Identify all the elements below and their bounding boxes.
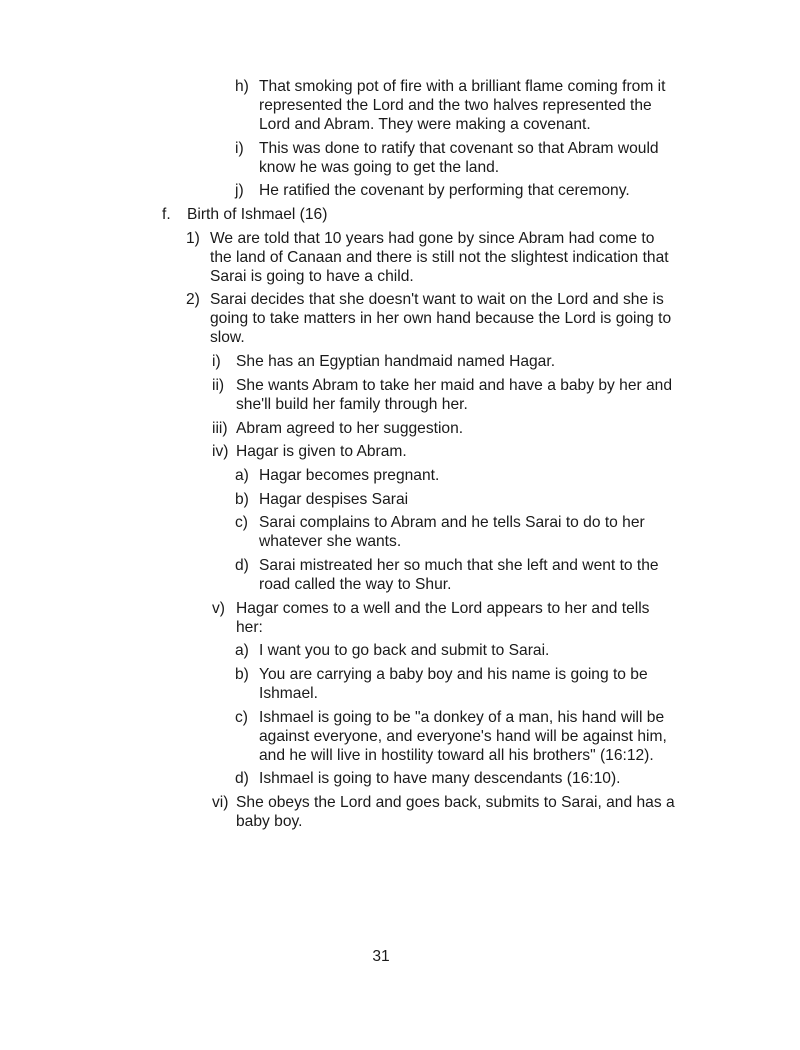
item-label: c) bbox=[235, 514, 248, 532]
outline-item bbox=[0, 77, 800, 134]
text-line: against everyone, and everyone's hand will be against him, bbox=[259, 727, 667, 745]
text-line: She wants Abram to take her maid and have a baby by her and bbox=[236, 376, 673, 394]
outline-item bbox=[0, 290, 800, 347]
item-text bbox=[259, 181, 800, 200]
item-label: vi) bbox=[212, 794, 229, 812]
item-text bbox=[210, 290, 800, 347]
item-text bbox=[236, 352, 800, 371]
item-label: iv) bbox=[212, 443, 229, 461]
outline-item bbox=[0, 352, 800, 371]
outline-item bbox=[0, 181, 800, 200]
text-line: She has an Egyptian handmaid named Hagar. bbox=[236, 353, 556, 371]
outline-item bbox=[0, 442, 800, 461]
text-line: You are carrying a baby boy and his name is going to be bbox=[259, 666, 648, 683]
outline-item bbox=[0, 376, 800, 414]
text-line: Hagar comes to a well and the Lord appears to her and tells bbox=[236, 599, 650, 617]
item-text bbox=[259, 769, 800, 788]
outline-item bbox=[0, 419, 800, 438]
item-text bbox=[187, 205, 800, 224]
text-line: represented the Lord and the two halves represented the bbox=[259, 97, 652, 114]
text-line: her: bbox=[236, 618, 263, 636]
text-line: Hagar is given to Abram. bbox=[236, 443, 407, 461]
text-line: Ishmael. bbox=[259, 685, 318, 702]
item-text bbox=[236, 793, 800, 831]
outline-item bbox=[0, 641, 800, 660]
text-line: baby boy. bbox=[236, 813, 303, 831]
outline-item bbox=[0, 513, 800, 551]
text-line: Abram agreed to her suggestion. bbox=[236, 419, 464, 437]
outline-item bbox=[0, 205, 800, 224]
text-line: going to take matters in her own hand because the Lord is going to bbox=[210, 310, 672, 328]
text-line: the land of Canaan and there is still not the slightest indication that bbox=[210, 248, 669, 266]
text-line: Sarai mistreated her so much that she left and went to the bbox=[259, 556, 659, 574]
item-text bbox=[210, 229, 800, 286]
outline-item bbox=[0, 229, 800, 286]
item-label: h) bbox=[235, 78, 249, 95]
outline-item bbox=[0, 769, 800, 788]
item-label: a) bbox=[235, 466, 249, 484]
item-label: 1) bbox=[186, 229, 200, 247]
item-text bbox=[259, 708, 800, 765]
text-line: Sarai is going to have a child. bbox=[210, 267, 414, 285]
text-line: She obeys the Lord and goes back, submits to Sarai, and has a bbox=[236, 794, 675, 812]
outline-item bbox=[0, 708, 800, 765]
item-label: f. bbox=[162, 206, 171, 224]
item-text bbox=[259, 513, 800, 551]
text-line: I want you to go back and submit to Sarai. bbox=[259, 642, 550, 660]
text-line: whatever she wants. bbox=[259, 533, 402, 551]
outline-item bbox=[0, 556, 800, 594]
item-label: c) bbox=[235, 708, 248, 726]
item-label: b) bbox=[235, 490, 249, 508]
outline-list bbox=[0, 77, 800, 836]
text-line: slow. bbox=[210, 329, 245, 347]
item-text bbox=[259, 139, 800, 177]
outline-item bbox=[0, 665, 800, 703]
text-line: We are told that 10 years had gone by since Abram had come to bbox=[210, 229, 655, 247]
item-text bbox=[259, 556, 800, 594]
item-label: j) bbox=[235, 182, 244, 200]
item-text bbox=[259, 490, 800, 509]
text-line: Ishmael is going to have many descendants (16:10). bbox=[259, 770, 621, 788]
text-line: This was done to ratify that covenant so that Abram would bbox=[259, 139, 659, 157]
page-number: 31 bbox=[372, 948, 390, 965]
text-line: Hagar despises Sarai bbox=[259, 490, 409, 508]
text-line: Birth of Ishmael (16) bbox=[187, 206, 328, 224]
text-line: road called the way to Shur. bbox=[259, 575, 452, 593]
item-label: 2) bbox=[186, 291, 200, 309]
outline-item bbox=[0, 139, 800, 177]
outline-item bbox=[0, 793, 800, 831]
text-line: He ratified the covenant by performing that ceremony. bbox=[259, 182, 630, 200]
text-line: Ishmael is going to be "a donkey of a man, his hand will be bbox=[259, 708, 665, 726]
item-label: d) bbox=[235, 770, 249, 788]
item-text bbox=[259, 466, 800, 485]
item-label: iii) bbox=[212, 419, 228, 437]
text-line: That smoking pot of fire with a brilliant flame coming from it bbox=[259, 78, 666, 95]
item-text bbox=[236, 376, 800, 414]
item-label: b) bbox=[235, 666, 249, 683]
item-label: ii) bbox=[212, 376, 225, 394]
text-line: Lord and Abram. They were making a covenant. bbox=[259, 116, 591, 133]
item-label: d) bbox=[235, 556, 249, 574]
item-text bbox=[236, 419, 800, 438]
text-line: Sarai decides that she doesn't want to wait on the Lord and she is bbox=[210, 291, 664, 309]
item-text bbox=[236, 599, 800, 637]
text-line: know he was going to get the land. bbox=[259, 158, 500, 176]
item-text bbox=[259, 77, 800, 134]
text-line: Sarai complains to Abram and he tells Sarai to do to her bbox=[259, 514, 645, 532]
text-line: and he will live in hostility toward all his brothers" (16:12). bbox=[259, 746, 654, 764]
item-label: i) bbox=[212, 353, 221, 371]
item-label: i) bbox=[235, 139, 244, 157]
text-line: she'll build her family through her. bbox=[236, 395, 468, 413]
item-text bbox=[259, 641, 800, 660]
text-line: Hagar becomes pregnant. bbox=[259, 466, 440, 484]
item-label: v) bbox=[212, 599, 225, 617]
outline-item bbox=[0, 490, 800, 509]
item-text bbox=[236, 442, 800, 461]
item-text bbox=[259, 665, 800, 703]
item-label: a) bbox=[235, 642, 249, 660]
outline-item bbox=[0, 599, 800, 637]
outline-item bbox=[0, 466, 800, 485]
